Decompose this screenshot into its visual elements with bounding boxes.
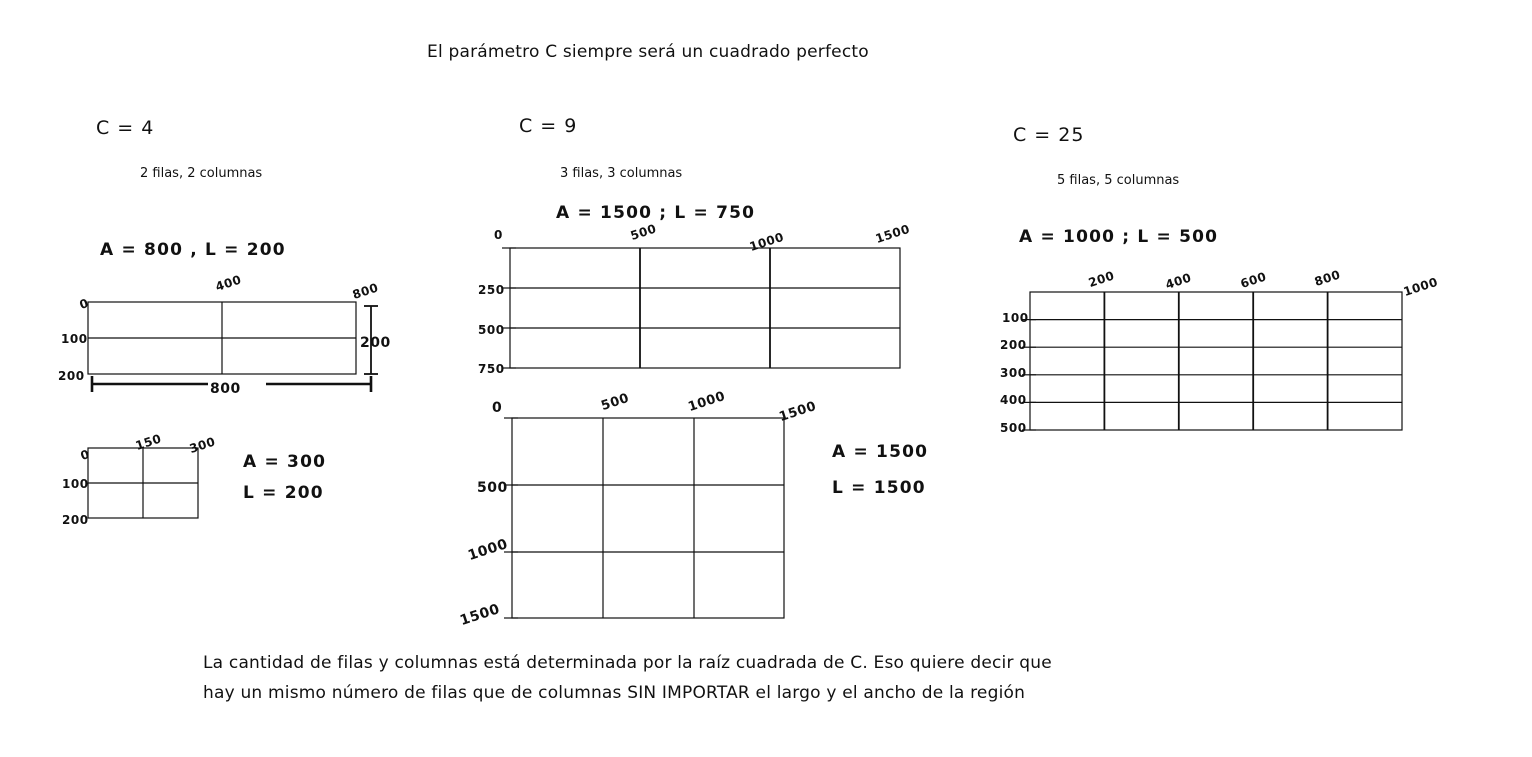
params-c9-grid1: A = 1500 ; L = 750 (556, 203, 756, 223)
case-subtitle-c25: 5 filas, 5 columnas (1057, 173, 1180, 188)
tick-c4-1-y1: 100 (61, 332, 88, 346)
tick-c25-x2: 400 (1163, 270, 1194, 292)
tick-c9-1-x0: 0 (494, 228, 503, 242)
grid-c9-2 (512, 418, 812, 638)
tick-c25-y1: 100 (1002, 311, 1029, 325)
tick-c9-2-x1: 500 (599, 390, 632, 414)
tick-c4-2-x0: 0 (78, 446, 92, 463)
tick-c9-1-x2: 1000 (747, 229, 786, 254)
tick-c4-1-x0: 0 (77, 295, 91, 312)
tick-c25-x4: 800 (1312, 267, 1343, 289)
tick-c4-2-x2: 300 (187, 434, 218, 456)
params-c9-grid2-line1: A = 1500 (832, 442, 929, 462)
tick-c9-2-x2: 1000 (686, 388, 728, 415)
page-title: El parámetro C siempre será un cuadrado perfecto (427, 42, 869, 62)
grid-c9-1 (510, 248, 930, 378)
tick-c9-2-y2: 1000 (466, 536, 510, 564)
tick-c9-1-x3: 1500 (873, 221, 912, 246)
params-c4-grid2-line1: A = 300 (243, 452, 327, 472)
footer-line-1: La cantidad de filas y columnas está determinada por la raíz cuadrada de C. Eso quiere decir que (203, 653, 1052, 673)
tick-c25-x3: 600 (1238, 269, 1269, 291)
tick-c9-2-y1: 500 (477, 480, 508, 496)
tick-c25-y2: 200 (1000, 338, 1027, 352)
annotation-c4-1-width: 800 (210, 381, 241, 397)
tick-c9-2-x3: 1500 (777, 398, 819, 425)
params-c25-grid1: A = 1000 ; L = 500 (1019, 227, 1219, 247)
annotation-c4-1-height: 200 (360, 335, 391, 351)
tick-c25-y4: 400 (1000, 393, 1027, 407)
tick-c9-1-y1: 250 (478, 283, 505, 297)
case-title-c25: C = 25 (1013, 124, 1085, 146)
tick-c25-y3: 300 (1000, 366, 1027, 380)
tick-c4-2-x1: 150 (133, 431, 164, 453)
case-subtitle-c9: 3 filas, 3 columnas (560, 166, 683, 181)
tick-c9-2-y3: 1500 (458, 601, 502, 629)
tick-c9-1-x1: 500 (628, 221, 659, 243)
grid-c4-2 (88, 448, 228, 538)
tick-c9-1-y2: 500 (478, 323, 505, 337)
tick-c25-x1: 200 (1086, 268, 1117, 290)
params-c9-grid2-line2: L = 1500 (832, 478, 926, 498)
case-title-c4: C = 4 (96, 117, 155, 139)
tick-c4-2-y1: 100 (62, 477, 89, 491)
params-c4-grid1: A = 800 , L = 200 (100, 240, 286, 260)
tick-c9-1-y3: 750 (478, 362, 505, 376)
case-subtitle-c4: 2 filas, 2 columnas (140, 166, 263, 181)
tick-c4-1-x1: 400 (213, 272, 244, 294)
tick-c4-1-x2: 800 (350, 280, 381, 302)
tick-c25-y5: 500 (1000, 421, 1027, 435)
tick-c4-2-y2: 200 (62, 513, 89, 527)
tick-c4-1-y2: 200 (58, 369, 85, 383)
tick-c25-x5: 1000 (1401, 274, 1440, 299)
tick-c9-2-x0: 0 (492, 400, 503, 416)
case-title-c9: C = 9 (519, 115, 578, 137)
params-c4-grid2-line2: L = 200 (243, 483, 324, 503)
footer-line-2: hay un mismo número de filas que de columnas SIN IMPORTAR el largo y el ancho de la región (203, 683, 1026, 703)
grid-c25-1 (1030, 292, 1430, 442)
